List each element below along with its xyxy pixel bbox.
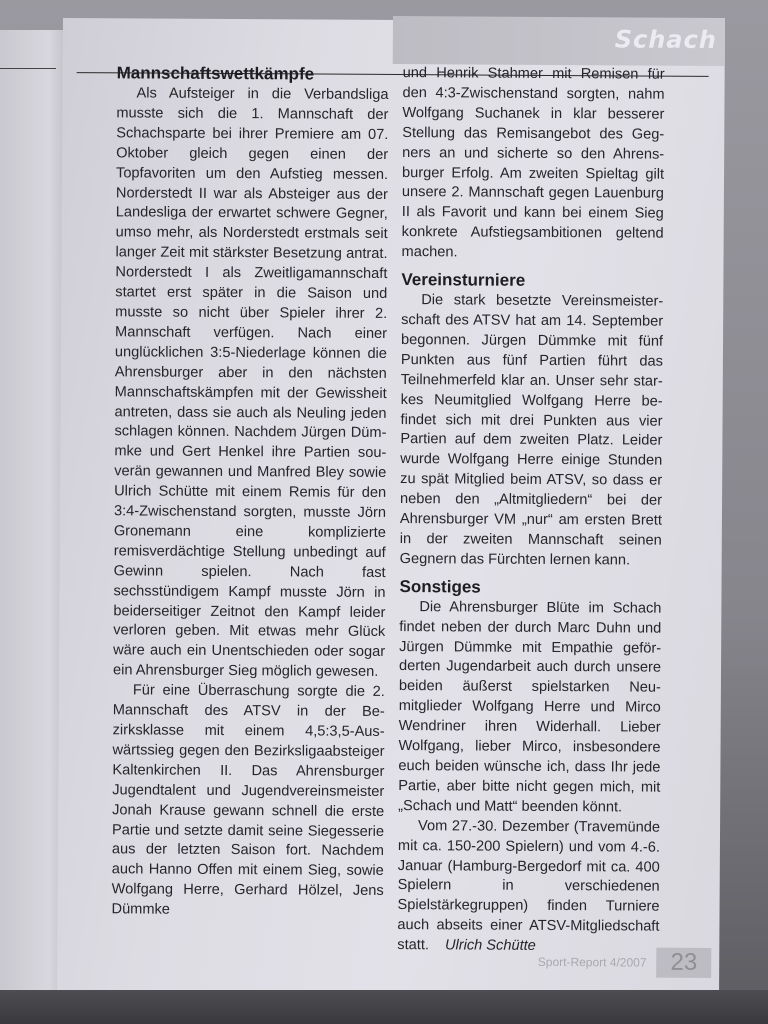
article-paragraph: Als Aufsteiger in die Verbandsliga musste sich die 1. Mannschaft der Schachsparte bei ihrer Premiere am 07. Oktober gleich gegen einen der Topfavoriten um den Aufstieg messen. Norderstedt II war als Absteiger aus der Landesliga der erwartet schwere Gegner, umso mehr, als Norderstedt erstmals seit langer Zeit mit stärkster Besetzung antrat. Norderstedt I als Zweitligamannschaft startet erst später in die Saison und musste so nicht über Spieler ihrer 2. Mannschaft verfügen. Nach einer unglücklichen 3:5-Niederlage können die Ahrensburger aber in den nächsten Mannschaftskämpfen mit der Gewissheit antreten, dass sie auch als Neuling jeden schlagen können. Nachdem Jürgen Dümmke und Gert Henkel ihre Partien souverän gewannen und Manfred Bley sowie Ulrich Schütte mit einem Remis für den 3:4-Zwischenstand sorgten, musste Jörn Gronemann eine komplizierte remisverdächtige Stellung unbedingt auf Gewinn spielen. Nach fast sechsstündigem Kampf musste Jörn in beiderseitiger Zeitnot den Kampf leider verloren geben. Mit etwas mehr Glück wäre auch ein Unentschieden oder sogar ein Ahrensburger Sieg möglich gewesen. — [112, 85, 389, 681]
magazine-page — [57, 18, 725, 1000]
page-footer — [538, 947, 712, 978]
article-column-right — [397, 64, 664, 958]
article-paragraph-text: Vom 27.-30. Dezember (Travemünde mit ca. 150-200 Spielern) und vom 4.-6. Januar (Hamburg-Bergedorf mit ca. 400 Spielern in verschiedenen Spielstärkegruppen) finden Turniere auch abseits einer ATSV-Mitgliedschaft statt. — [397, 817, 661, 954]
publication-name: Sport-Report 4/2007 — [537, 954, 647, 970]
section-tag: Schach — [614, 25, 717, 54]
section-heading-vereinsturniere: Vereinsturniere — [401, 270, 526, 290]
section-heading-sonstiges: Sonstiges — [399, 576, 481, 597]
section-header-band — [393, 16, 725, 66]
author-signature: Ulrich Schütte — [444, 937, 536, 955]
desk-shadow — [0, 990, 768, 1024]
article-title: Mannschaftswettkämpfe — [116, 63, 315, 84]
article-paragraph — [397, 817, 660, 958]
article-column-left — [111, 62, 388, 922]
article-paragraph-continued: und Henrik Stahmer mit Remisen für den 4:3-Zwischenstand sorgten, nahm Wolfgang Suchanek in klar besserer Stellung das Remisangebot des Gegners an und sicherte so den Ahrensburger Erfolg. Am zweiten Spieltag gilt unsere 2. Mannschaft gegen Lauenburg II als Favorit und kann bei einem Sieg konkrete Aufstiegsambitionen geltend machen. — [401, 65, 665, 261]
article-paragraph: Die stark besetzte Vereinsmeisterschaft des ATSV hat am 14. September begonnen. Jürgen Dümmke mit fünf Punkten aus fünf Partien führt das Teilnehmerfeld klar an. Unser sehr starkes Neumitglied Wolfgang Herre befindet sich mit drei Punkten aus vier Partien auf dem zweiten Platz. Leider wurde Wolfgang Herre einige Stunden zu spät Mitglied beim ATSV, so dass er neben den „Altmitgliedern“ bei der Ahrensburger VM „nur“ am ersten Brett in der zweiten Mannschaft seinen Gegnern das Fürchten lernen kann. — [399, 292, 664, 569]
article-paragraph: Für eine Überraschung sorgte die 2. Mannschaft des ATSV in der Bezirksklasse mit einem 4,5:3,5-Auswärtssieg gegen den Bezirksligaabsteiger Kaltenkirchen II. Das Ahrensburger Jugendtalent und Jugendvereinsmeister Jonah Krause gewann schnell die erste Partie und setzte damit seine Siegesserie aus der letzten Saison fort. Nachdem auch Hanno Offen mit einem Sieg, sowie Wolfgang Herre, Gerhard Hölzel, Jens Dümmke — [111, 682, 385, 918]
article-paragraph: Die Ahrensburger Blüte im Schach findet neben der durch Marc Duhn und Jürgen Dümmke mit Empathie geförderten Jugendarbeit auch durch unsere beiden äußerst spielstarken Neumitglieder Wolfgang Herre und Mirco Wendriner ihren Widerhall. Lieber Wolfgang, lieber Mirco, insbesondere euch beiden wünsche ich, dass Ihr jede Partie, aber bitte nicht gegen mich, mit „Schach und Matt“ beenden könnt. — [398, 598, 662, 816]
page-number: 23 — [656, 948, 711, 978]
facing-page-rule — [0, 68, 56, 69]
